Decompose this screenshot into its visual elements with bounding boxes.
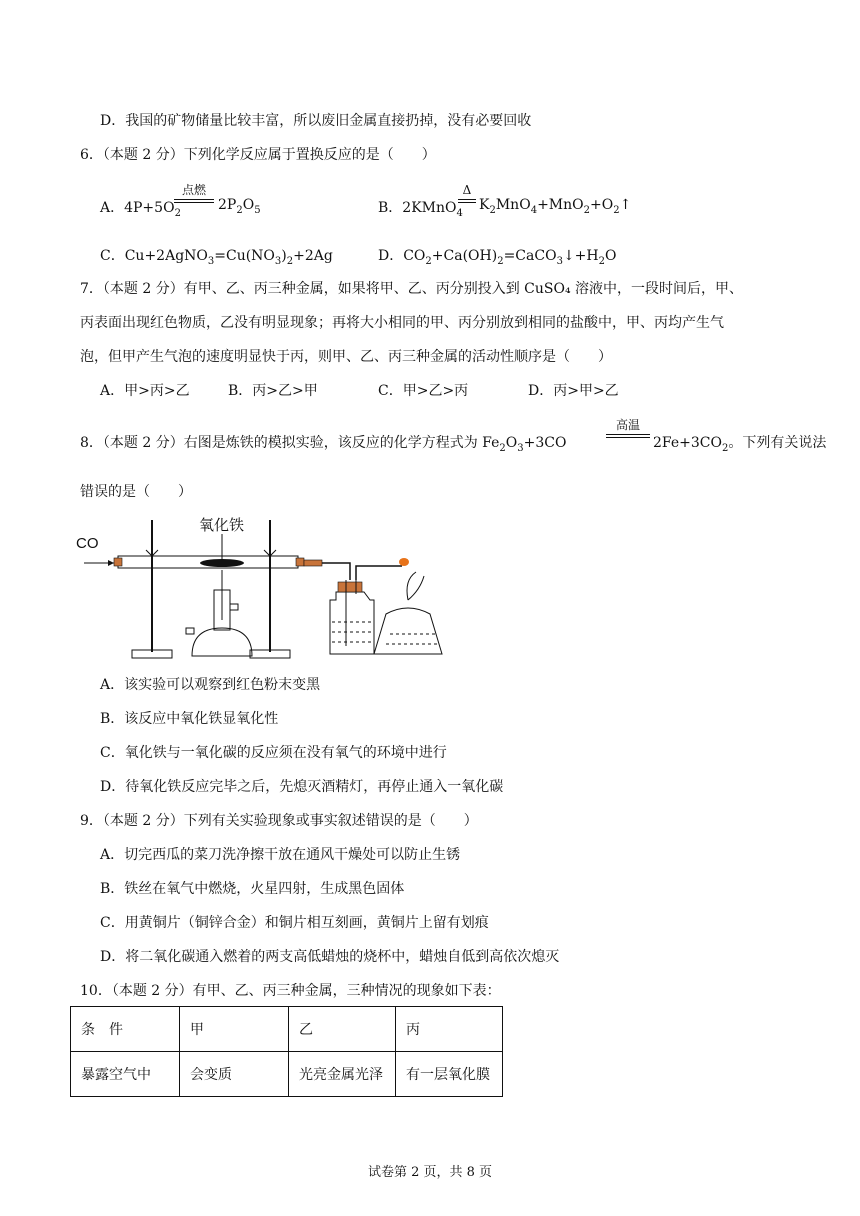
table-row xyxy=(71,1007,503,1052)
table-cell: 甲 xyxy=(180,1007,289,1052)
q6-a-condition: 点燃 xyxy=(181,183,206,197)
q6-b-condition: Δ xyxy=(462,183,472,197)
q8-stem-product: $2Fe+3CO_2$。下列有关说法 xyxy=(653,435,827,454)
oxide-label: 氧化铁 xyxy=(199,517,245,534)
table-cell: 会变质 xyxy=(180,1052,289,1097)
q6-b-equals xyxy=(458,199,476,203)
q6-b-product: $K_2MnO_4+MnO_2+O_2↑$ xyxy=(479,197,632,216)
q8-stem: 8．（本题 2 分）右图是炼铁的模拟实验，该反应的化学方程式为 $Fe_2O_3+3CO$ xyxy=(80,435,567,454)
q10-stem: 10．（本题 2 分）有甲、乙、丙三种金属，三种情况的现象如下表： xyxy=(80,983,501,999)
q5-option-d: D．我国的矿物储量比较丰富，所以废旧金属直接扔掉，没有必要回收 xyxy=(100,113,532,129)
table-cell: 有一层氧化膜 xyxy=(396,1052,503,1097)
iron-oxide-powder xyxy=(200,559,244,567)
q8-equals xyxy=(606,434,650,438)
q7-stem-line3: 泡，但甲产生气泡的速度明显快于丙，则甲、乙、丙三种金属的活动性顺序是（ ） xyxy=(80,349,612,365)
q7-option-a: A．甲>丙>乙 xyxy=(100,383,190,399)
q9-option-a: A．切完西瓜的菜刀洗净擦干放在通风干燥处可以防止生锈 xyxy=(100,847,461,863)
q9-stem: 9．（本题 2 分）下列有关实验现象或事实叙述错误的是（ ） xyxy=(80,813,478,829)
table-cell: 丙 xyxy=(396,1007,503,1052)
table-row xyxy=(71,1052,503,1097)
q8-option-b: B．该反应中氧化铁显氧化性 xyxy=(100,711,279,727)
q9-option-c: C．用黄铜片（铜锌合金）和铜片相互刻画，黄铜片上留有划痕 xyxy=(100,915,489,931)
table-cell: 乙 xyxy=(289,1007,396,1052)
q7-stem-line1: 7．（本题 2 分）有甲、乙、丙三种金属，如果将甲、乙、丙分别投入到 CuSO₄ 溶液中，一段时间后，甲、 xyxy=(80,281,744,297)
q8-option-c: C．氧化铁与一氧化碳的反应须在没有氧气的环境中进行 xyxy=(100,745,447,761)
page-footer: 试卷第 2 页，共 8 页 xyxy=(367,1165,493,1180)
q6-a-product: $2P_2O_5$ xyxy=(218,197,261,216)
q7-option-b: B．丙>乙>甲 xyxy=(228,383,318,399)
co-label: CO xyxy=(76,535,99,552)
table-cell: 光亮金属光泽 xyxy=(289,1052,396,1097)
q8-option-a: A．该实验可以观察到红色粉末变黑 xyxy=(100,677,321,693)
table-cell: 暴露空气中 xyxy=(71,1052,180,1097)
q6-option-d: D．$CO_2+Ca(OH)_2=CaCO_3↓+H_2O$ xyxy=(378,248,617,267)
flame-icon xyxy=(399,558,409,566)
q9-option-b: B．铁丝在氧气中燃烧，火星四射，生成黑色固体 xyxy=(100,881,405,897)
q7-option-c: C．甲>乙>丙 xyxy=(378,383,469,399)
iron-smelting-apparatus-figure xyxy=(74,510,454,662)
q7-option-d: D．丙>甲>乙 xyxy=(528,383,619,399)
q8-condition: 高温 xyxy=(615,418,640,432)
q6-option-a: A．$4P+5O_2$ xyxy=(100,200,181,219)
q7-stem-line2: 丙表面出现红色物质，乙没有明显现象；再将大小相同的甲、丙分别放到相同的盐酸中，甲、丙均产生气 xyxy=(80,315,724,331)
q6-stem: 6．（本题 2 分）下列化学反应属于置换反应的是（ ） xyxy=(80,147,436,163)
q8-option-d: D．待氧化铁反应完毕之后，先熄灭酒精灯，再停止通入一氧化碳 xyxy=(100,779,504,795)
table-cell: 条 件 xyxy=(71,1007,180,1052)
q9-option-d: D．将二氧化碳通入燃着的两支高低蜡烛的烧杯中，蜡烛自低到高依次熄灭 xyxy=(100,949,560,965)
q8-stem-line2: 错误的是（ ） xyxy=(80,484,192,500)
q6-option-c: C．$Cu+2AgNO_3=Cu(NO_3)_2+2Ag$ xyxy=(100,248,333,267)
q6-a-equals xyxy=(174,199,214,203)
q10-table xyxy=(70,1006,503,1097)
q6-option-b: B．2KMnO$_4$ xyxy=(378,200,463,219)
